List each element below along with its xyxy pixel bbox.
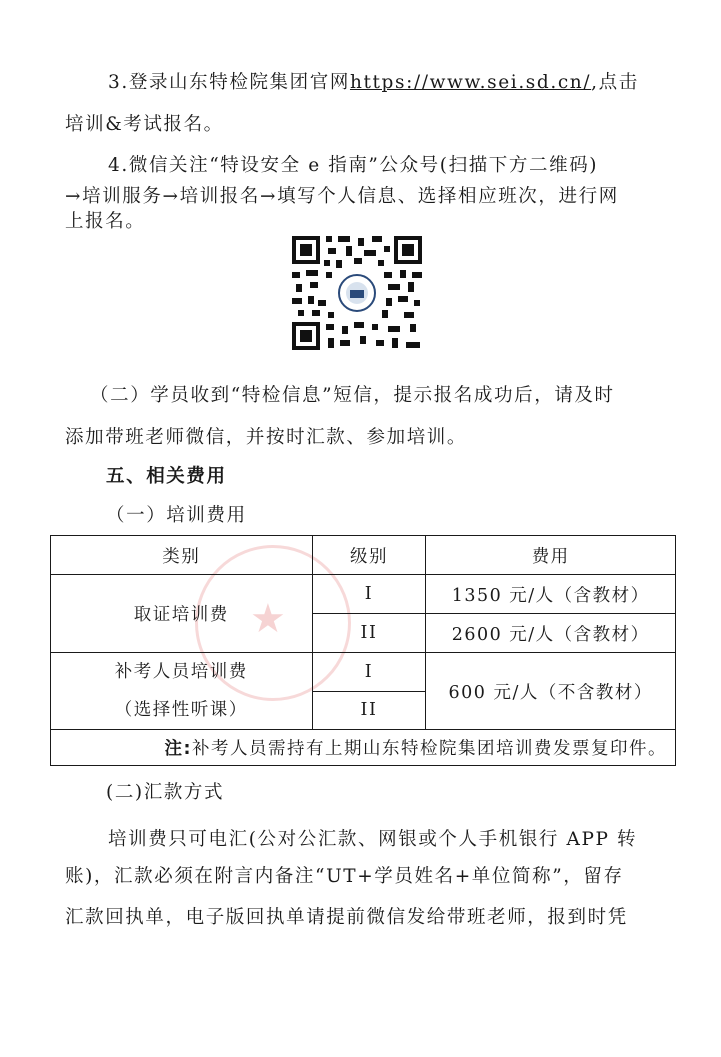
- p4-line1: 4.微信关注“特设安全 e 指南”公众号(扫描下方二维码): [108, 155, 599, 176]
- p4-line2: →培训服务→培训报名→填写个人信息、选择相应班次，进行网: [65, 186, 619, 207]
- retake-note: （选择性听课）: [114, 700, 248, 720]
- fee-table: [50, 535, 676, 766]
- level-cell: I: [312, 653, 426, 692]
- subheading-training-fee: （一）培训费用: [106, 505, 247, 526]
- p3-line1: [108, 68, 639, 94]
- section-heading: 五、相关费用: [106, 466, 227, 487]
- fee-cell: 2600 元/人（含教材）: [426, 614, 676, 653]
- subheading-remittance: (二)汇款方式: [106, 782, 225, 803]
- p3-line2: 培训&考试报名。: [65, 114, 224, 135]
- p4-line3: 上报名。: [65, 211, 146, 232]
- category-retake: [51, 653, 313, 730]
- remit-line3: 汇款回执单，电子版回执单请提前微信发给带班老师，报到时凭: [65, 907, 628, 928]
- seal-star-icon: ★: [250, 596, 286, 642]
- level-cell: II: [312, 614, 426, 653]
- p3-text-suffix: ,点击: [591, 72, 639, 93]
- header-category: 类别: [51, 536, 313, 575]
- p5-line2: 添加带班老师微信，并按时汇款、参加培训。: [65, 427, 468, 448]
- table-row: [51, 575, 676, 614]
- category-certification: 取证培训费: [51, 575, 313, 653]
- note-text: 补考人员需持有上期山东特检院集团培训费发票复印件。: [192, 739, 667, 759]
- header-fee: 费用: [426, 536, 676, 575]
- remit-line2: 账)，汇款必须在附言内备注“UT+学员姓名+单位简称”，留存: [65, 866, 624, 887]
- p3-text-prefix: 3.登录山东特检院集团官网: [108, 72, 350, 93]
- level-cell: II: [312, 691, 426, 730]
- fee-cell-retake: 600 元/人（不含教材）: [426, 653, 676, 730]
- p5-line1: （二）学员收到“特检信息”短信，提示报名成功后，请及时: [90, 385, 615, 406]
- note-label: 注:: [164, 739, 192, 759]
- fee-cell: 1350 元/人（含教材）: [426, 575, 676, 614]
- qr-code-icon: [288, 232, 426, 354]
- table-row: [51, 653, 676, 692]
- header-level: 级别: [312, 536, 426, 575]
- website-link[interactable]: https://www.sei.sd.cn/: [349, 72, 592, 93]
- table-note-row: [51, 730, 676, 766]
- table-header-row: [51, 536, 676, 575]
- table-note: [51, 730, 676, 766]
- remit-line1: 培训费只可电汇(公对公汇款、网银或个人手机银行 APP 转: [108, 829, 638, 850]
- retake-label: 补考人员培训费: [114, 662, 248, 682]
- level-cell: I: [312, 575, 426, 614]
